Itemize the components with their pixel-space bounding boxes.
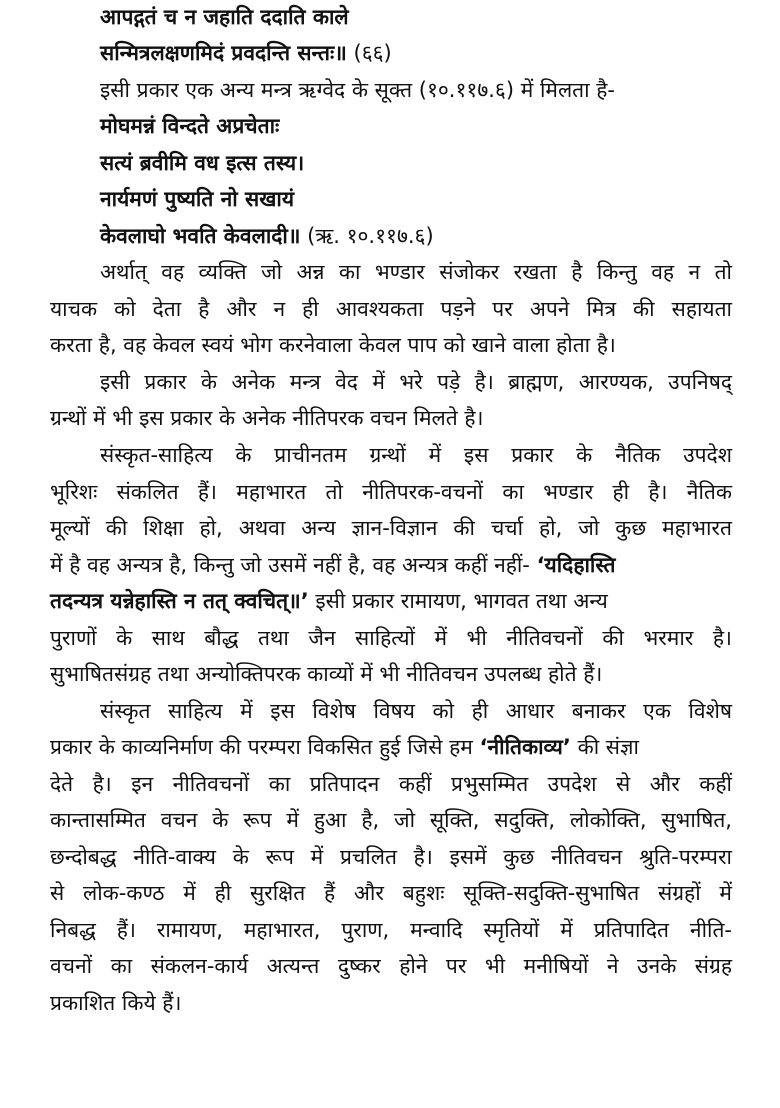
paragraph-text: में है वह अन्यत्र है, किन्तु जो उसमें नहीं है, वह अन्यत्र कहीं नहीं- bbox=[50, 553, 537, 577]
paragraph-line: संस्कृत-साहित्य के प्राचीनतम ग्रन्थों में इस प्रकार के नैतिक उपदेश bbox=[100, 443, 732, 467]
paragraph-text: प्रकार के काव्यनिर्माण की परम्परा विकसित हुई जिसे हम bbox=[50, 735, 480, 759]
intro-line: इसी प्रकार एक अन्य मन्त्र ऋग्वेद के सूक्त (१०.११७.६) में मिलता है- bbox=[100, 78, 615, 102]
paragraph-line: मूल्यों की शिक्षा हो, अथवा अन्य ज्ञान-विज्ञान की चर्चा हो, जो कुछ महाभारत bbox=[50, 516, 732, 540]
paragraph-line: निबद्ध हैं। रामायण, महाभारत, पुराण, मन्वादि स्मृतियों में प्रतिपादित नीति- bbox=[50, 918, 732, 942]
paragraph-text: की संज्ञा bbox=[570, 735, 639, 759]
paragraph-line: इसी प्रकार के अनेक मन्त्र वेद में भरे पड़े है। ब्राह्मण, आरण्यक, उपनिषद् bbox=[100, 370, 732, 394]
paragraph-text: इसी प्रकार रामायण, भागवत तथा अन्य bbox=[308, 589, 608, 613]
paragraph-line: प्रकाशित किये हैं। bbox=[50, 991, 182, 1015]
paragraph-line: भूरिशः संकलित हैं। महाभारत तो नीतिपरक-वचनों का भण्डार ही है। नैतिक bbox=[50, 480, 732, 504]
verse-line-with-ref bbox=[100, 221, 434, 251]
verse-line-with-ref bbox=[100, 38, 392, 68]
paragraph-line: वचनों का संकलन-कार्य अत्यन्त दुष्कर होने पर भी मनीषियों ने उनके संग्रह bbox=[50, 954, 732, 978]
verse-line: सत्यं ब्रवीमि वध इत्स तस्य। bbox=[100, 151, 305, 175]
verse-reference: (ऋ. १०.११७.६) bbox=[307, 224, 434, 248]
paragraph-line: अर्थात् वह व्यक्ति जो अन्न का भण्डार संजोकर रखता है किन्तु वह न तो bbox=[100, 260, 732, 284]
verse-line: आपद्गतं च न जहाति ददाति काले bbox=[100, 5, 349, 29]
verse-line: नार्यमणं पुष्यति नो सखायं bbox=[100, 187, 295, 211]
sanskrit-quote: तदन्यत्र यन्नेहास्ति न तत् क्वचित्॥’ bbox=[50, 589, 309, 613]
verse-text: केवलाघो भवति केवलादी॥ bbox=[100, 224, 301, 248]
paragraph-line: से लोक-कण्ठ में ही सुरक्षित हैं और बहुशः सूक्ति-सदुक्ति-सुभाषित संग्रहों में bbox=[50, 881, 732, 905]
paragraph-line: ग्रन्थों में भी इस प्रकार के अनेक नीतिपरक वचन मिलते है। bbox=[50, 406, 484, 430]
paragraph-line: संस्कृत साहित्य में इस विशेष विषय को ही आधार बनाकर एक विशेष bbox=[100, 699, 732, 723]
paragraph-line: देते है। इन नीतिवचनों का प्रतिपादन कहीं प्रभुसम्मित उपदेश से और कहीं bbox=[50, 772, 732, 796]
paragraph-line: सुभाषितसंग्रह तथा अन्योक्तिपरक काव्यों में भी नीतिवचन उपलब्ध होते हैं। bbox=[50, 662, 603, 686]
paragraph-line-with-quote bbox=[50, 550, 616, 580]
paragraph-line: करता है, वह केवल स्वयं भोग करनेवाला केवल पाप को खाने वाला होता है। bbox=[50, 333, 616, 357]
sanskrit-quote: ‘यदिहास्ति bbox=[536, 553, 616, 577]
paragraph-line: छन्दोबद्ध नीति-वाक्य के रूप में प्रचलित है। इसमें कुछ नीतिवचन श्रुति-परम्परा bbox=[50, 845, 732, 869]
paragraph-line: पुराणों के साथ बौद्ध तथा जैन साहित्यों में भी नीतिवचनों की भरमार है। bbox=[50, 626, 732, 650]
paragraph-line-with-quote bbox=[50, 586, 608, 616]
paragraph-line-with-term bbox=[50, 732, 639, 762]
verse-text: सन्मित्रलक्षणमिदं प्रवदन्ति सन्तः॥ bbox=[100, 41, 347, 65]
verse-line: मोघमन्नं विन्दते अप्रचेताः bbox=[100, 114, 280, 138]
highlighted-term: ‘नीतिकाव्य’ bbox=[479, 735, 571, 759]
paragraph-line: कान्तासम्मित वचन के रूप में हुआ है, जो सूक्ति, सदुक्ति, लोकोक्ति, सुभाषित, bbox=[50, 808, 732, 832]
verse-reference: (६६) bbox=[353, 41, 392, 65]
paragraph-line: याचक को देता है और न ही आवश्यकता पड़ने पर अपने मित्र की सहायता bbox=[50, 297, 732, 321]
